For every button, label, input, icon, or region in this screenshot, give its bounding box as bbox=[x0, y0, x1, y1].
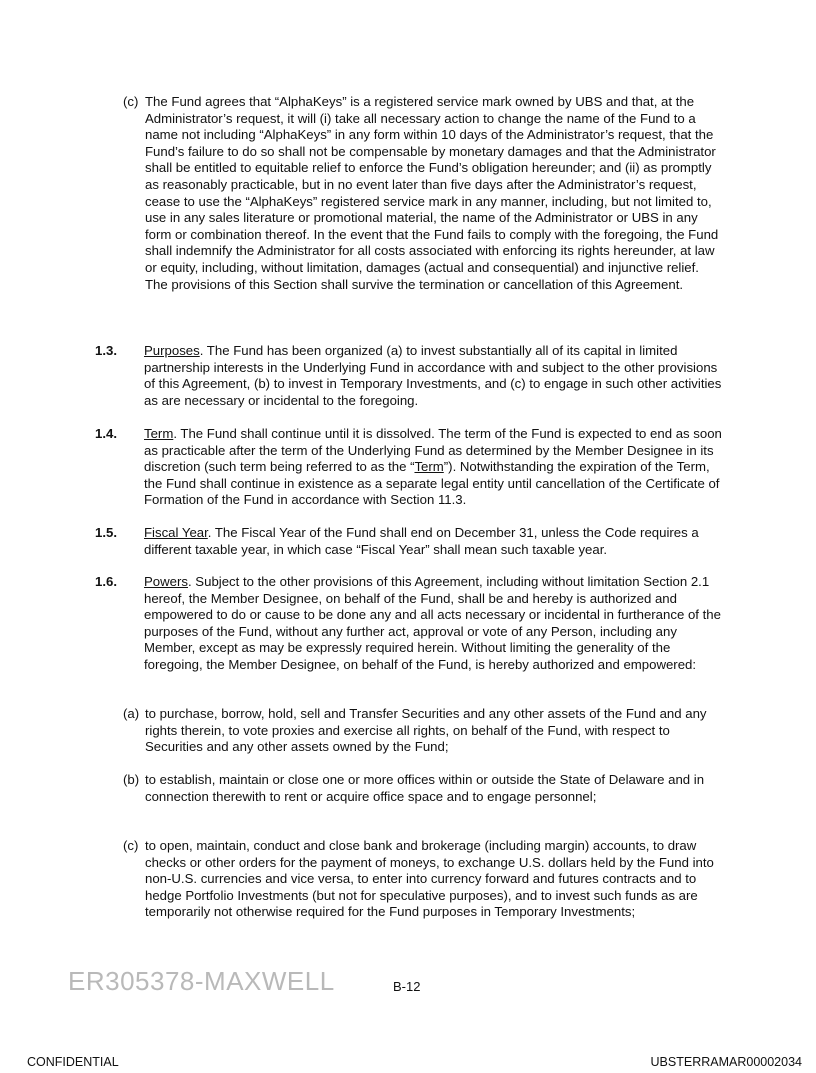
section-1-5 bbox=[95, 525, 724, 558]
section-number: 1.3. bbox=[95, 343, 117, 358]
subsection-text: to open, maintain, conduct and close bank and brokerage (including margin) accounts, to draw checks or other orders for the payment of moneys, to exchange U.S. dollars held by the Fund into non-U.S. currencies and vice versa, to enter into currency forward and futures contracts and to hedge Portfolio Investments (but not for speculative purposes), and to invest such funds as are temporarily not otherwise required for the Fund purposes in Temporary Investments; bbox=[145, 838, 714, 920]
section-1-4 bbox=[95, 426, 724, 509]
bates-number: UBSTERRAMAR00002034 bbox=[650, 1055, 802, 1069]
subsection-label: (b) bbox=[123, 772, 140, 787]
defined-term: Term bbox=[414, 459, 444, 475]
section-text-continued: ”). Notwithstanding the expiration of the Term, the Fund shall continue in existence as a separate legal entity until cancellation of the Certificate of Formation of the Fund in accordance with Section 11.3. bbox=[144, 459, 720, 508]
subsection-label: (a) bbox=[123, 706, 140, 721]
subsection-1-6-b bbox=[123, 772, 725, 805]
section-text: . Subject to the other provisions of this Agreement, including without limitation Section 2.1 hereof, the Member Designee, on behalf of the Fund, shall be and hereby is authorized and empowered to do or cause to be done any and all acts necessary or incidental in furtherance of the purposes of the Fund, without any further act, approval or vote of any Person, including any Member, except as may be expressly required herein. Without limiting the generality of the foregoing, the Member Designee, on behalf of the Fund, is hereby authorized and empowered: bbox=[144, 574, 721, 672]
page-number: B-12 bbox=[393, 979, 421, 994]
subsection-1-6-a bbox=[123, 706, 725, 756]
section-text: . The Fund shall continue until it is dissolved. The term of the Fund is expected to end as soon as practicable after the term of the Underlying Fund as determined by the Member Designee in its discretion (such term being referred to as the “ bbox=[144, 426, 722, 475]
section-text: . The Fund has been organized (a) to invest substantially all of its capital in limited partnership interests in the Underlying Fund in accordance with and subject to the other provisions of this Agreement, (b) to invest in Temporary Investments, and (c) to engage in such other activities as are necessary or incidental to the foregoing. bbox=[144, 343, 722, 408]
subsection-label: (c) bbox=[123, 838, 139, 853]
section-number: 1.4. bbox=[95, 426, 117, 441]
subsection-1-6-c bbox=[123, 838, 725, 921]
section-number: 1.6. bbox=[95, 574, 117, 589]
subsection-text: to purchase, borrow, hold, sell and Transfer Securities and any other assets of the Fund and any rights therein, to vote proxies and exercise all rights, on behalf of the Fund, with respect to Securities and any other assets owned by the Fund; bbox=[145, 706, 707, 755]
section-number: 1.5. bbox=[95, 525, 117, 540]
section-heading: Powers bbox=[144, 574, 188, 589]
section-text: . The Fiscal Year of the Fund shall end on December 31, unless the Code requires a different taxable year, in which case “Fiscal Year” shall mean such taxable year. bbox=[144, 525, 699, 557]
subsection-1-2-c bbox=[123, 94, 725, 293]
subsection-label: (c) bbox=[123, 94, 139, 109]
section-heading: Term bbox=[144, 426, 174, 441]
section-1-6 bbox=[95, 574, 724, 674]
bates-watermark: ER305378-MAXWELL bbox=[68, 966, 335, 996]
section-heading: Fiscal Year bbox=[144, 525, 208, 540]
section-heading: Purposes bbox=[144, 343, 200, 358]
subsection-text: to establish, maintain or close one or more offices within or outside the State of Delaware and in connection therewith to rent or acquire office space and to engage personnel; bbox=[145, 772, 705, 804]
confidential-label: CONFIDENTIAL bbox=[27, 1055, 119, 1069]
section-1-3 bbox=[95, 343, 724, 409]
subsection-text: The Fund agrees that “AlphaKeys” is a registered service mark owned by UBS and that, at the Administrator’s request, it will (i) take all necessary action to change the name of the Fund to a name not including “AlphaKeys” in any form within 10 days of the Administrator’s request, that the Fund’s failure to do so shall not be compensable by monetary damages and that the Administrator shall be entitled to equitable relief to enforce the Fund’s obligation hereunder; and (ii) as promptly as reasonably practicable, but in no event later than five days after the Administrator’s request, cease to use the “AlphaKeys” registered service mark in any manner, including, but not limited to, use in any sales literature or promotional material, the name of the Administrator or UBS in any form or combination thereof. In the event that the Fund fails to comply with the foregoing, the Fund shall indemnify the Administrator for all costs associated with enforcing its rights hereunder, at law or equity, including, without limitation, damages (actual and consequential) and injunctive relief. The provisions of this Section shall survive the termination or cancellation of this Agreement. bbox=[145, 94, 719, 292]
